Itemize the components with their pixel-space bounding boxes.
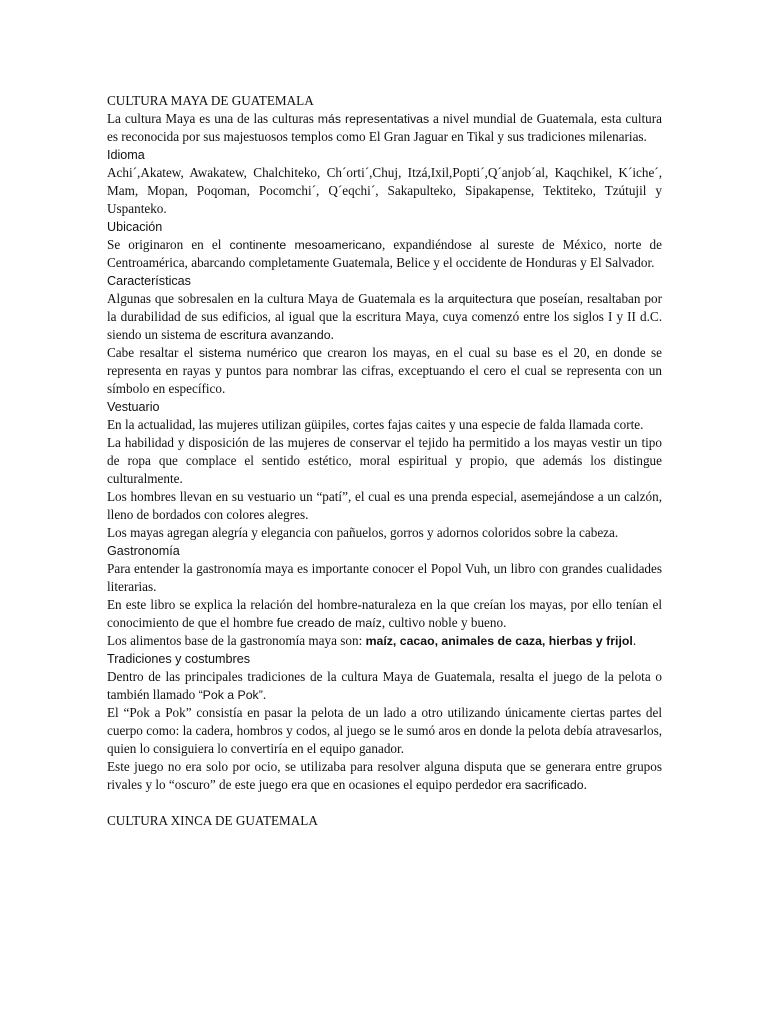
- ubicacion-keyword: continente mesoamericano: [229, 238, 382, 252]
- vestuario-paragraph-4: Los mayas agregan alegría y elegancia con pañuelos, gorros y adornos coloridos sobre la cabeza.: [107, 525, 619, 540]
- gastro-p3-text-1: Los alimentos base de la gastronomía maya son:: [107, 633, 366, 648]
- caract-p1-keyword-1: arquitectura: [447, 292, 513, 306]
- gastronomia-paragraph-1: Para entender la gastronomía maya es importante conocer el Popol Vuh, un libro con grandes cualidades literarias.: [107, 561, 662, 594]
- gastro-p2-text-2: , cultivo noble y bueno.: [381, 615, 507, 630]
- maya-intro-paragraph: [107, 110, 662, 146]
- trad-p1-keyword: “Pok a Pok”: [198, 688, 263, 702]
- idioma-paragraph: Achi´,Akatew, Awakatew, Chalchiteko, Ch´orti´,Chuj, Itzá,Ixil,Popti´,Q´anjob´al, Kaqchikel, K´iche´, Mam, Mopan, Poqoman, Pocomchi´, Q´eqchi´, Sakapulteko, Sipakapense, Tektiteko, Tzútujil y Uspanteko.: [107, 165, 662, 216]
- ubicacion-text-2: , expandiéndose al sureste de México, norte de Centroamérica, abarcando completamente Guatemala, Belice y el occidente de Honduras y El Salvador.: [107, 237, 662, 270]
- ubicacion-heading: Ubicación: [107, 220, 163, 234]
- trad-p3-keyword: sacrificado: [524, 778, 584, 792]
- caracteristicas-heading: Características: [107, 274, 191, 288]
- vestuario-paragraph-1: En la actualidad, las mujeres utilizan güipiles, cortes fajas caites y una especie de falda llamada corte.: [107, 417, 644, 432]
- caracteristicas-paragraph-2: [107, 344, 662, 398]
- gastronomia-heading: Gastronomía: [107, 544, 180, 558]
- caract-p2-text-2: que crearon los mayas, en el cual su base es el 20, en donde se representa en rayas y puntos para nombrar las cifras, exceptuando el cero el cual se representa con un símbolo en específico.: [107, 345, 662, 396]
- caract-p1-text-2: que poseían, resaltaban por la durabilidad de sus edificios, al igual que la escritura Maya, cuya comenzó entre los siglos I y II d.C. siendo un sistema de: [107, 291, 663, 342]
- gastro-p2-keyword: fue creado de maíz: [276, 616, 382, 630]
- trad-p3-text-1: Este juego no era solo por ocio, se utilizaba para resolver alguna disputa que se generara entre grupos rivales y lo “oscuro” de este juego era que en ocasiones el equipo perdedor era: [107, 759, 662, 792]
- section-spacer: [107, 794, 662, 812]
- maya-title: CULTURA MAYA DE GUATEMALA: [107, 93, 314, 108]
- trad-p1-text-2: .: [262, 687, 267, 702]
- ubicacion-text-1: Se originaron en el: [107, 237, 230, 252]
- gastronomia-paragraph-3: [107, 632, 662, 650]
- caracteristicas-paragraph-1: [107, 290, 662, 344]
- tradiciones-paragraph-2: El “Pok a Pok” consistía en pasar la pelota de un lado a otro utilizando únicamente ciertas partes del cuerpo como: la cadera, hombros y codos, al juego se le sumó aros en donde la pelota debía atravesarlos, quien lo consiguiera lo convertiría en el equipo ganador.: [107, 705, 662, 756]
- idioma-heading: Idioma: [107, 148, 145, 162]
- vestuario-paragraph-3: Los hombres llevan en su vestuario un “patí”, el cual es una prenda especial, asemejándose a un calzón, lleno de bordados con colores alegres.: [107, 489, 662, 522]
- xinca-title: CULTURA XINCA DE GUATEMALA: [107, 813, 318, 828]
- vestuario-heading: Vestuario: [107, 400, 160, 414]
- trad-p1-text-1: Dentro de las principales tradiciones de la cultura Maya de Guatemala, resalta el juego de la pelota o también llamado: [107, 669, 662, 702]
- gastro-p3-keyword: maíz, cacao, animales de caza, hierbas y frijol: [365, 634, 633, 648]
- intro-keyword: más representativas: [317, 112, 430, 126]
- gastro-p2-text-1: En este libro se explica la relación del hombre-naturaleza en la que creían los mayas, por ello tenían el conocimiento de que el hombre: [107, 597, 662, 630]
- caract-p1-text-1: Algunas que sobresalen en la cultura Maya de Guatemala es la: [107, 291, 448, 306]
- gastro-p3-text-2: .: [632, 633, 637, 648]
- gastronomia-paragraph-2: [107, 596, 662, 632]
- tradiciones-heading: Tradiciones y costumbres: [107, 652, 251, 666]
- ubicacion-paragraph: [107, 236, 662, 272]
- intro-text-2: a nivel mundial de Guatemala, esta cultura es reconocida por sus majestuosos templos como El Gran Jaguar en Tikal y sus tradiciones milenarias.: [107, 111, 662, 144]
- tradiciones-paragraph-3: [107, 758, 662, 794]
- intro-text-1: La cultura Maya es una de las culturas: [107, 111, 318, 126]
- caract-p2-keyword: sistema numérico: [198, 346, 298, 360]
- vestuario-paragraph-2: La habilidad y disposición de las mujeres de conservar el tejido ha permitido a los mayas vestir un tipo de ropa que complace el sentido estético, moral espiritual y propio, que además los distingue culturalmente.: [107, 435, 662, 486]
- caract-p2-text-1: Cabe resaltar el: [107, 345, 199, 360]
- tradiciones-paragraph-1: [107, 668, 662, 704]
- caract-p1-keyword-2: escritura avanzando: [219, 328, 331, 342]
- trad-p3-text-2: .: [583, 777, 587, 792]
- caract-p1-text-3: .: [330, 327, 334, 342]
